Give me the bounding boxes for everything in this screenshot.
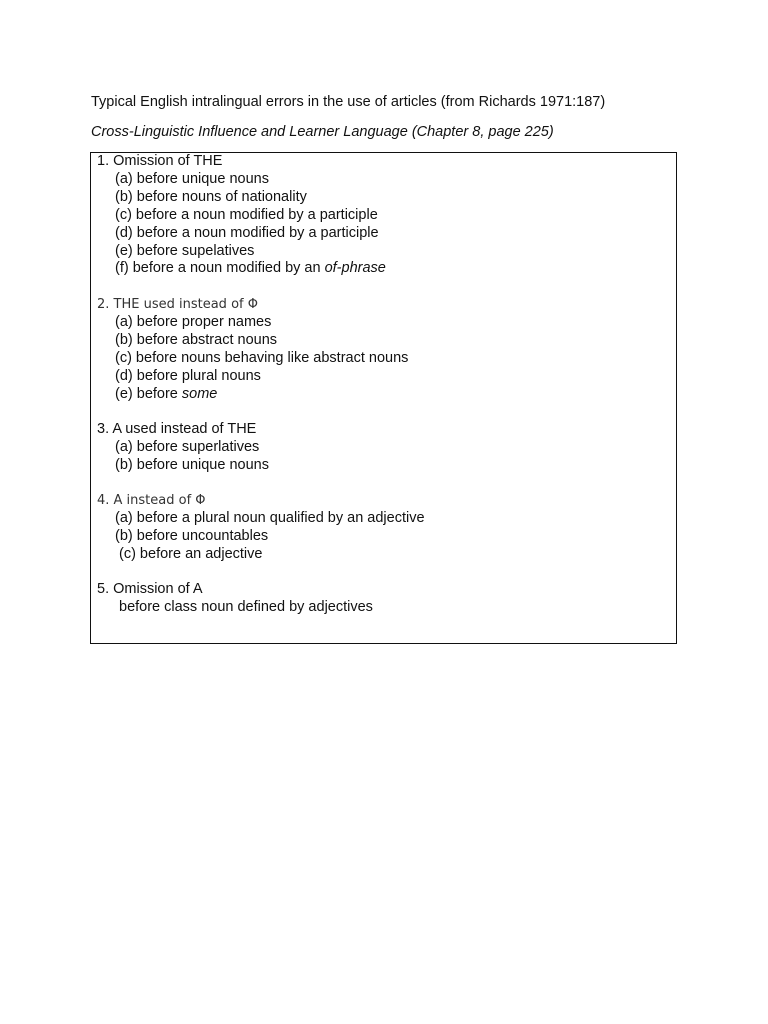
list-item-italic-term: some	[181, 385, 218, 402]
list-item: before class noun defined by adjectives	[119, 598, 373, 615]
list-item	[97, 260, 386, 278]
errors-list-box	[90, 152, 677, 644]
section-heading: 4. A instead of Φ	[97, 493, 206, 508]
section-heading: 3. A used instead of THE	[97, 421, 257, 437]
list-item: (c) before nouns behaving like abstract nouns	[115, 349, 409, 366]
list-item: (c) before a noun modified by a participle	[115, 206, 378, 223]
list-item: (c) before an adjective	[119, 545, 263, 562]
section-omission-of-a	[97, 581, 373, 617]
document-subtitle: Cross-Linguistic Influence and Learner Language (Chapter 8, page 225)	[91, 124, 554, 140]
list-item: (b) before uncountables	[115, 527, 269, 544]
list-item	[97, 386, 408, 404]
section-heading: 1. Omission of THE	[97, 153, 223, 169]
section-a-instead-of-the	[97, 421, 269, 475]
document-title: Typical English intralingual errors in the use of articles (from Richards 1971:187)	[91, 94, 606, 110]
section-omission-of-the	[97, 153, 386, 278]
list-item: (b) before nouns of nationality	[115, 188, 307, 205]
list-item: (d) before a noun modified by a participle	[115, 224, 379, 241]
list-item: (a) before proper names	[115, 313, 272, 330]
section-heading: 2. THE used instead of Φ	[97, 297, 258, 312]
list-item: (a) before unique nouns	[115, 170, 269, 187]
list-item: (d) before plural nouns	[115, 367, 261, 384]
list-item: (b) before unique nouns	[115, 456, 269, 473]
list-item-italic-term: of-phrase	[324, 260, 386, 277]
list-item: (e) before supelatives	[115, 242, 255, 259]
section-the-instead-of-zero	[97, 296, 408, 403]
list-item: (b) before abstract nouns	[115, 331, 278, 348]
section-a-instead-of-zero	[97, 492, 425, 564]
list-item: (a) before a plural noun qualified by an adjective	[115, 509, 425, 526]
list-item-text: (e) before	[115, 385, 182, 402]
section-heading: 5. Omission of A	[97, 581, 203, 597]
list-item: (a) before superlatives	[115, 438, 260, 455]
list-item-text: (f) before a noun modified by an	[115, 260, 325, 277]
